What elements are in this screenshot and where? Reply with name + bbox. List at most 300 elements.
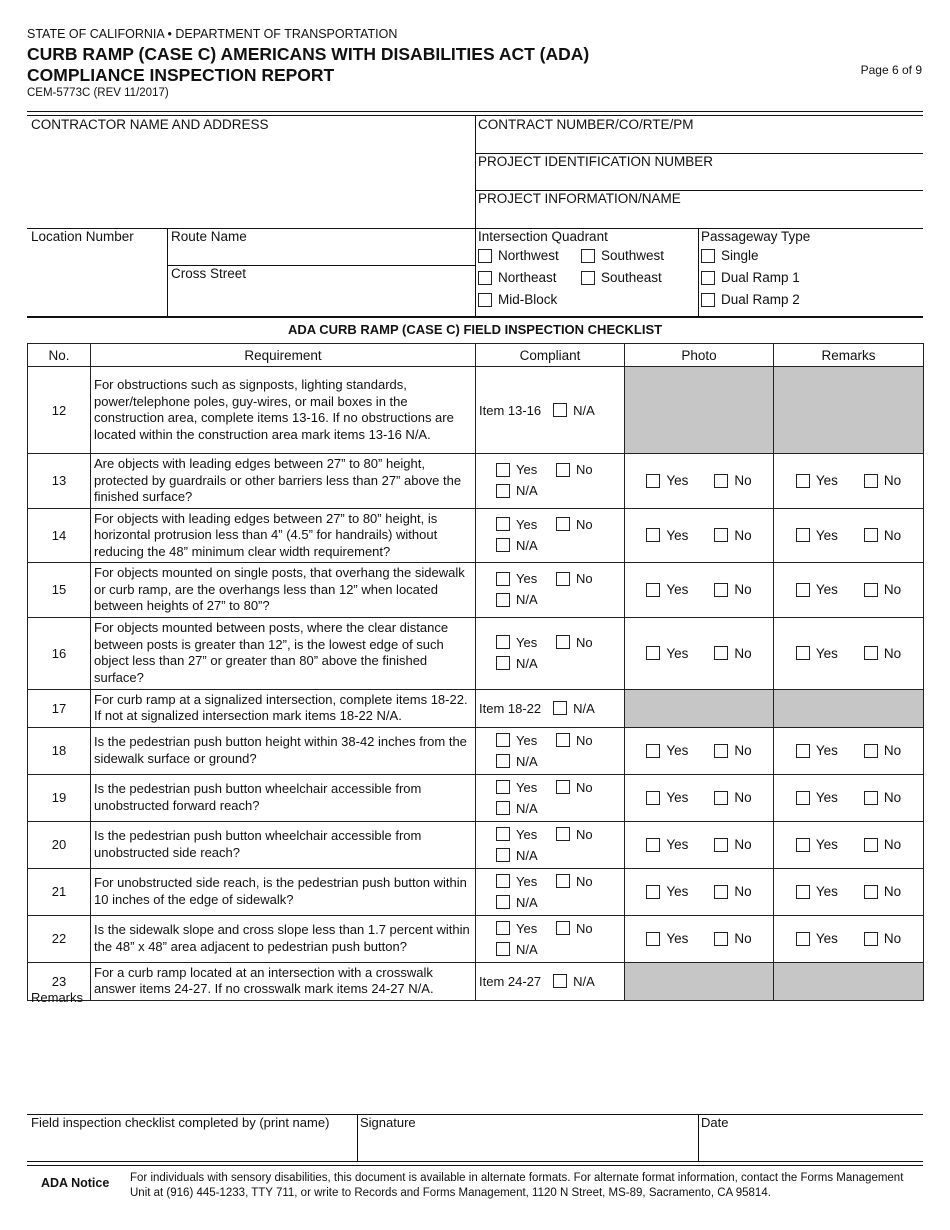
yes-label: Yes xyxy=(666,743,689,758)
remarks-yes-no xyxy=(774,582,923,597)
checkbox[interactable] xyxy=(714,932,728,946)
yes-label: Yes xyxy=(666,645,689,661)
completed-by-field[interactable] xyxy=(28,1131,356,1160)
photo-cell xyxy=(625,915,774,962)
remarks-cell xyxy=(774,727,924,774)
yes-label: Yes xyxy=(666,884,689,899)
checkbox[interactable] xyxy=(714,791,728,805)
contractor-field[interactable] xyxy=(28,134,474,226)
compliant-na[interactable] xyxy=(496,754,538,769)
checkbox[interactable] xyxy=(496,463,510,477)
requirement-text: For objects mounted on single posts, that overhang the sidewalk or curb ramp, are the overhangs less than 12” when located between heights of 27” to 80”? xyxy=(91,563,476,618)
yes-label: Yes xyxy=(815,931,838,946)
checkbox[interactable] xyxy=(864,838,878,852)
compliant-yes[interactable] xyxy=(496,874,537,889)
photo-no[interactable] xyxy=(714,528,751,543)
no-label: No xyxy=(576,462,593,477)
photo-cell xyxy=(625,617,774,689)
checkbox[interactable] xyxy=(796,583,810,597)
remarks-cell xyxy=(774,454,924,509)
remarks-cell-disabled xyxy=(774,689,924,727)
yes-label: Yes xyxy=(516,732,538,748)
checkbox[interactable] xyxy=(864,646,878,660)
item-number: 22 xyxy=(28,915,91,962)
divider xyxy=(698,228,699,317)
na-label: N/A xyxy=(516,941,538,957)
remarks-field[interactable] xyxy=(28,1007,922,1111)
checkbox[interactable] xyxy=(864,528,878,542)
table-row xyxy=(28,774,924,821)
compliant-no[interactable] xyxy=(556,635,593,650)
no-label: No xyxy=(734,527,752,543)
checkbox[interactable] xyxy=(796,744,810,758)
checkbox[interactable] xyxy=(796,932,810,946)
remarks-yes-no xyxy=(774,884,923,899)
table-row xyxy=(28,508,924,563)
passageway-single[interactable]: Single xyxy=(701,248,759,263)
ada-notice-text: For individuals with sensory disabilities, this document is available in alternate formats. For alternate format information, contact the Forms Management Unit at (916) 445-1233, TTY 711, or write to Records and Forms Management, 1120 N Street, MS-89, Sacramento, CA 95814. xyxy=(130,1172,904,1199)
checkbox[interactable] xyxy=(496,538,510,552)
quadrant-northeast[interactable]: Northeast xyxy=(478,270,557,285)
compliant-na[interactable] xyxy=(553,403,595,418)
checkbox[interactable] xyxy=(864,885,878,899)
form-number: CEM-5773C (REV 11/2017) xyxy=(27,87,169,99)
table-row xyxy=(28,689,924,727)
na-label: N/A xyxy=(573,973,595,989)
checkbox[interactable] xyxy=(581,271,595,285)
photo-yes[interactable] xyxy=(646,884,688,899)
remarks-no[interactable] xyxy=(864,837,901,852)
checkbox[interactable] xyxy=(796,474,810,488)
no-label: No xyxy=(734,884,752,899)
yes-label: Yes xyxy=(666,473,689,489)
location-number-label: Location Number xyxy=(31,229,134,244)
form-title-line1: CURB RAMP (CASE C) AMERICANS WITH DISABILITIES ACT (ADA) xyxy=(27,44,590,64)
remarks-yes-no xyxy=(774,646,923,661)
remarks-no[interactable] xyxy=(864,790,901,805)
footer-rule xyxy=(27,1161,923,1162)
requirement-text: For objects with leading edges between 27” to 80” height, is horizontal protrusion less than 4” (4.5” for handrails) without reducing the 48” minimum clear width requirement? xyxy=(91,508,476,563)
photo-yes-no xyxy=(625,837,773,852)
compliant-na[interactable] xyxy=(496,538,538,553)
checkbox[interactable] xyxy=(556,827,570,841)
compliant-no[interactable] xyxy=(556,827,593,842)
date-label: Date xyxy=(701,1115,729,1130)
compliant-yes[interactable] xyxy=(496,780,537,795)
top-rule xyxy=(27,111,923,112)
passageway-dual-ramp-1[interactable]: Dual Ramp 1 xyxy=(701,270,800,285)
remarks-cell xyxy=(774,563,924,618)
remarks-cell-disabled xyxy=(774,962,924,1000)
remarks-yes[interactable] xyxy=(796,790,838,805)
remarks-no[interactable] xyxy=(864,528,901,543)
photo-yes[interactable] xyxy=(646,528,688,543)
checkbox[interactable] xyxy=(478,293,492,307)
compliant-yes[interactable] xyxy=(496,921,537,936)
item-range: Item 24-27 xyxy=(479,973,542,989)
compliant-na[interactable] xyxy=(553,701,595,716)
compliant-cell xyxy=(476,563,625,618)
compliant-no[interactable] xyxy=(556,780,593,795)
photo-no[interactable] xyxy=(714,582,751,597)
yes-label: Yes xyxy=(516,779,538,795)
checkbox[interactable] xyxy=(701,249,715,263)
no-label: No xyxy=(576,571,593,586)
signature-field[interactable] xyxy=(358,1131,697,1160)
no-label: No xyxy=(734,837,752,852)
checkbox[interactable] xyxy=(556,874,570,888)
checkbox[interactable] xyxy=(864,791,878,805)
remarks-yes-no xyxy=(774,837,923,852)
checkbox[interactable] xyxy=(496,848,510,862)
photo-yes[interactable] xyxy=(646,743,688,758)
compliant-yes[interactable] xyxy=(496,827,537,842)
checkbox[interactable] xyxy=(496,895,510,909)
checkbox[interactable] xyxy=(714,583,728,597)
checkbox[interactable] xyxy=(714,528,728,542)
remarks-yes[interactable] xyxy=(796,743,838,758)
requirement-text: For curb ramp at a signalized intersection, complete items 18-22. If not at signalized intersection mark items 18-22 N/A. xyxy=(91,689,476,727)
compliant-cell xyxy=(476,367,625,454)
remarks-no[interactable] xyxy=(864,743,901,758)
date-field[interactable] xyxy=(699,1131,922,1160)
compliant-na[interactable] xyxy=(496,592,538,607)
checkbox[interactable] xyxy=(496,801,510,815)
photo-cell xyxy=(625,454,774,509)
checkbox[interactable] xyxy=(796,838,810,852)
compliant-no[interactable] xyxy=(556,571,593,586)
compliant-yes[interactable] xyxy=(496,462,537,477)
no-label: No xyxy=(883,790,902,805)
photo-cell xyxy=(625,774,774,821)
checkbox[interactable] xyxy=(556,572,570,586)
quadrant-southwest[interactable]: Southwest xyxy=(581,248,664,263)
item-number: 23 xyxy=(28,962,91,1000)
table-row xyxy=(28,367,924,454)
checkbox[interactable] xyxy=(496,572,510,586)
photo-cell xyxy=(625,868,774,915)
no-label: No xyxy=(576,873,593,889)
contract-number-field[interactable] xyxy=(476,133,922,153)
divider xyxy=(167,228,168,317)
checkbox[interactable] xyxy=(714,744,728,758)
remarks-yes-no xyxy=(774,790,923,805)
na-label: N/A xyxy=(516,847,538,863)
remarks-no[interactable] xyxy=(864,931,901,946)
remarks-yes[interactable] xyxy=(796,884,838,899)
requirement-text: Is the pedestrian push button wheelchair accessible from unobstructed forward reach? xyxy=(91,774,476,821)
remarks-yes[interactable] xyxy=(796,837,838,852)
photo-cell xyxy=(625,727,774,774)
item-range: Item 13-16 xyxy=(479,402,542,418)
yes-label: Yes xyxy=(815,790,838,805)
requirement-text: For unobstructed side reach, is the pedestrian push button within 10 inches of the edge of sidewalk? xyxy=(91,868,476,915)
compliant-na[interactable] xyxy=(496,801,538,816)
photo-no[interactable] xyxy=(714,837,751,852)
remarks-no[interactable] xyxy=(864,582,901,597)
checkbox[interactable] xyxy=(553,701,567,715)
checkbox[interactable] xyxy=(646,583,660,597)
compliant-no[interactable] xyxy=(556,733,593,748)
checkbox[interactable] xyxy=(556,780,570,794)
checkbox[interactable] xyxy=(796,528,810,542)
checkbox[interactable] xyxy=(496,593,510,607)
no-label: No xyxy=(883,884,902,899)
table-row xyxy=(28,821,924,868)
yes-label: Yes xyxy=(666,790,689,805)
remarks-cell xyxy=(774,508,924,563)
checkbox[interactable] xyxy=(646,791,660,805)
photo-cell xyxy=(625,563,774,618)
requirement-text: Is the sidewalk slope and cross slope less than 1.7 percent within the 48” x 48” area adjacent to pedestrian push button? xyxy=(91,915,476,962)
col-requirement: Requirement xyxy=(91,344,476,367)
checkbox[interactable] xyxy=(864,744,878,758)
no-label: No xyxy=(883,582,902,598)
project-id-label: PROJECT IDENTIFICATION NUMBER xyxy=(478,154,714,169)
remarks-no[interactable] xyxy=(864,473,901,488)
checkbox[interactable] xyxy=(701,271,715,285)
table-row xyxy=(28,868,924,915)
quadrant-southeast[interactable]: Southeast xyxy=(581,270,662,285)
item-range: Item 18-22 xyxy=(479,700,542,716)
checkbox[interactable] xyxy=(556,733,570,747)
project-id-field[interactable] xyxy=(476,170,922,190)
remarks-yes[interactable] xyxy=(796,528,838,543)
remarks-cell-disabled xyxy=(774,367,924,454)
compliant-na[interactable] xyxy=(496,895,538,910)
compliant-na[interactable] xyxy=(496,848,538,863)
na-label: N/A xyxy=(516,592,538,607)
remarks-cell xyxy=(774,617,924,689)
no-label: No xyxy=(734,931,752,946)
no-label: No xyxy=(734,645,752,661)
checkbox[interactable] xyxy=(496,754,510,768)
compliant-yes[interactable] xyxy=(496,635,537,650)
remarks-cell xyxy=(774,821,924,868)
agency-name: STATE OF CALIFORNIA • DEPARTMENT OF TRANSPORTATION xyxy=(27,27,398,41)
checklist-table xyxy=(27,343,924,1001)
compliant-na[interactable] xyxy=(496,942,538,957)
yes-label: Yes xyxy=(815,582,838,598)
checkbox[interactable] xyxy=(496,827,510,841)
remarks-label: Remarks xyxy=(31,990,84,1005)
yes-label: Yes xyxy=(666,931,689,946)
photo-no[interactable] xyxy=(714,931,751,946)
checkbox[interactable] xyxy=(496,942,510,956)
item-number: 17 xyxy=(28,689,91,727)
photo-cell xyxy=(625,821,774,868)
checkbox[interactable] xyxy=(646,932,660,946)
photo-yes-no xyxy=(625,582,773,597)
photo-yes[interactable] xyxy=(646,837,688,852)
compliant-cell xyxy=(476,915,625,962)
remarks-yes-no xyxy=(774,473,923,488)
no-label: No xyxy=(576,732,593,748)
checkbox[interactable] xyxy=(556,463,570,477)
checkbox[interactable] xyxy=(496,517,510,531)
checkbox[interactable] xyxy=(646,885,660,899)
photo-no[interactable] xyxy=(714,790,751,805)
checkbox[interactable] xyxy=(496,780,510,794)
photo-yes-no xyxy=(625,743,773,758)
na-label: N/A xyxy=(516,894,538,910)
compliant-no[interactable] xyxy=(556,874,593,889)
checkbox[interactable] xyxy=(714,646,728,660)
yes-label: Yes xyxy=(516,571,538,586)
checkbox[interactable] xyxy=(478,271,492,285)
signature-label: Signature xyxy=(360,1115,416,1130)
checkbox[interactable] xyxy=(556,921,570,935)
item-number: 19 xyxy=(28,774,91,821)
item-number: 20 xyxy=(28,821,91,868)
footer-rule-2 xyxy=(27,1165,923,1166)
photo-yes[interactable] xyxy=(646,582,688,597)
na-label: N/A xyxy=(573,402,595,418)
compliant-yes[interactable] xyxy=(496,571,537,586)
compliant-na[interactable] xyxy=(553,974,595,989)
cross-street-label: Cross Street xyxy=(171,266,247,281)
photo-no[interactable] xyxy=(714,884,751,899)
checkbox[interactable] xyxy=(864,932,878,946)
photo-cell xyxy=(625,508,774,563)
checkbox[interactable] xyxy=(864,583,878,597)
yes-label: Yes xyxy=(516,826,538,842)
photo-no[interactable] xyxy=(714,646,751,661)
compliant-cell xyxy=(476,454,625,509)
item-number: 15 xyxy=(28,563,91,618)
checkbox[interactable] xyxy=(714,885,728,899)
photo-yes[interactable] xyxy=(646,473,688,488)
checkbox[interactable] xyxy=(796,885,810,899)
photo-yes[interactable] xyxy=(646,931,688,946)
passageway-dual-ramp-2[interactable]: Dual Ramp 2 xyxy=(701,292,800,307)
quadrant-northwest[interactable]: Northwest xyxy=(478,248,559,263)
col-photo: Photo xyxy=(625,344,774,367)
no-label: No xyxy=(576,634,593,650)
page-number: Page 6 of 9 xyxy=(860,63,922,77)
checkbox[interactable] xyxy=(556,517,570,531)
na-label: N/A xyxy=(516,655,538,671)
yes-label: Yes xyxy=(516,920,538,936)
item-number: 13 xyxy=(28,454,91,509)
photo-cell-disabled xyxy=(625,689,774,727)
checkbox[interactable] xyxy=(714,474,728,488)
table-header-row xyxy=(28,344,924,367)
checkbox[interactable] xyxy=(496,484,510,498)
checkbox[interactable] xyxy=(646,528,660,542)
checkbox[interactable] xyxy=(581,249,595,263)
yes-label: Yes xyxy=(516,516,538,532)
checkbox[interactable] xyxy=(646,838,660,852)
yes-label: Yes xyxy=(516,634,538,650)
checkbox[interactable] xyxy=(496,635,510,649)
checkbox[interactable] xyxy=(496,733,510,747)
checkbox[interactable] xyxy=(714,838,728,852)
no-label: No xyxy=(734,743,752,758)
yes-label: Yes xyxy=(815,645,838,661)
table-row xyxy=(28,962,924,1000)
checkbox[interactable] xyxy=(553,403,567,417)
checkbox[interactable] xyxy=(864,474,878,488)
photo-yes-no xyxy=(625,931,773,946)
compliant-cell xyxy=(476,868,625,915)
requirement-text: For a curb ramp located at an intersection with a crosswalk answer items 24-27. If no crosswalk mark items 24-27 N/A. xyxy=(91,962,476,1000)
checkbox[interactable] xyxy=(496,921,510,935)
quadrant-mid-block[interactable]: Mid-Block xyxy=(478,292,557,307)
requirement-text: For obstructions such as signposts, lighting standards, power/telephone poles, guy-wires, or mail boxes in the construction area, complete items 13-16. If no obstructions are located within the construction area mark items 13-16 N/A. xyxy=(91,367,476,454)
photo-yes[interactable] xyxy=(646,646,688,661)
checkbox[interactable] xyxy=(496,656,510,670)
checkbox[interactable] xyxy=(796,791,810,805)
remarks-cell xyxy=(774,868,924,915)
checkbox[interactable] xyxy=(646,646,660,660)
checkbox[interactable] xyxy=(556,635,570,649)
no-label: No xyxy=(883,743,902,758)
compliant-no[interactable] xyxy=(556,462,593,477)
yes-label: Yes xyxy=(815,884,838,899)
compliant-no[interactable] xyxy=(556,921,593,936)
compliant-na[interactable] xyxy=(496,656,538,671)
checkbox[interactable] xyxy=(496,874,510,888)
contractor-label: CONTRACTOR NAME AND ADDRESS xyxy=(31,117,269,132)
no-label: No xyxy=(576,920,593,936)
requirement-text: Is the pedestrian push button height within 38-42 inches from the sidewalk surface or ground? xyxy=(91,727,476,774)
remarks-yes[interactable] xyxy=(796,931,838,946)
remarks-no[interactable] xyxy=(864,646,901,661)
yes-label: Yes xyxy=(666,582,689,598)
remarks-yes[interactable] xyxy=(796,473,838,488)
item-number: 21 xyxy=(28,868,91,915)
table-row xyxy=(28,727,924,774)
checkbox[interactable] xyxy=(796,646,810,660)
compliant-yes[interactable] xyxy=(496,733,537,748)
section-rule xyxy=(27,316,923,318)
yes-label: Yes xyxy=(516,873,538,889)
checkbox[interactable] xyxy=(553,974,567,988)
table-row xyxy=(28,915,924,962)
compliant-no[interactable] xyxy=(556,517,593,532)
remarks-yes-no xyxy=(774,931,923,946)
checkbox[interactable] xyxy=(701,293,715,307)
photo-yes-no xyxy=(625,528,773,543)
remarks-no[interactable] xyxy=(864,884,901,899)
photo-yes-no xyxy=(625,473,773,488)
compliant-cell xyxy=(476,727,625,774)
compliant-cell xyxy=(476,962,625,1000)
photo-no[interactable] xyxy=(714,473,751,488)
yes-label: Yes xyxy=(815,473,838,489)
project-info-field[interactable] xyxy=(476,207,922,227)
compliant-na[interactable] xyxy=(496,483,538,498)
contract-number-label: CONTRACT NUMBER/CO/RTE/PM xyxy=(478,117,694,132)
photo-no[interactable] xyxy=(714,743,751,758)
yes-label: Yes xyxy=(815,527,838,543)
item-number: 16 xyxy=(28,617,91,689)
photo-yes[interactable] xyxy=(646,790,688,805)
route-name-label: Route Name xyxy=(171,229,247,244)
checkbox[interactable] xyxy=(646,474,660,488)
compliant-cell xyxy=(476,689,625,727)
compliant-cell xyxy=(476,617,625,689)
yes-label: Yes xyxy=(815,837,838,852)
completed-by-label: Field inspection checklist completed by (print name) xyxy=(31,1115,330,1130)
checkbox[interactable] xyxy=(646,744,660,758)
checkbox[interactable] xyxy=(478,249,492,263)
compliant-yes[interactable] xyxy=(496,517,537,532)
remarks-yes[interactable] xyxy=(796,646,838,661)
remarks-yes[interactable] xyxy=(796,582,838,597)
requirement-text: Is the pedestrian push button wheelchair accessible from unobstructed side reach? xyxy=(91,821,476,868)
